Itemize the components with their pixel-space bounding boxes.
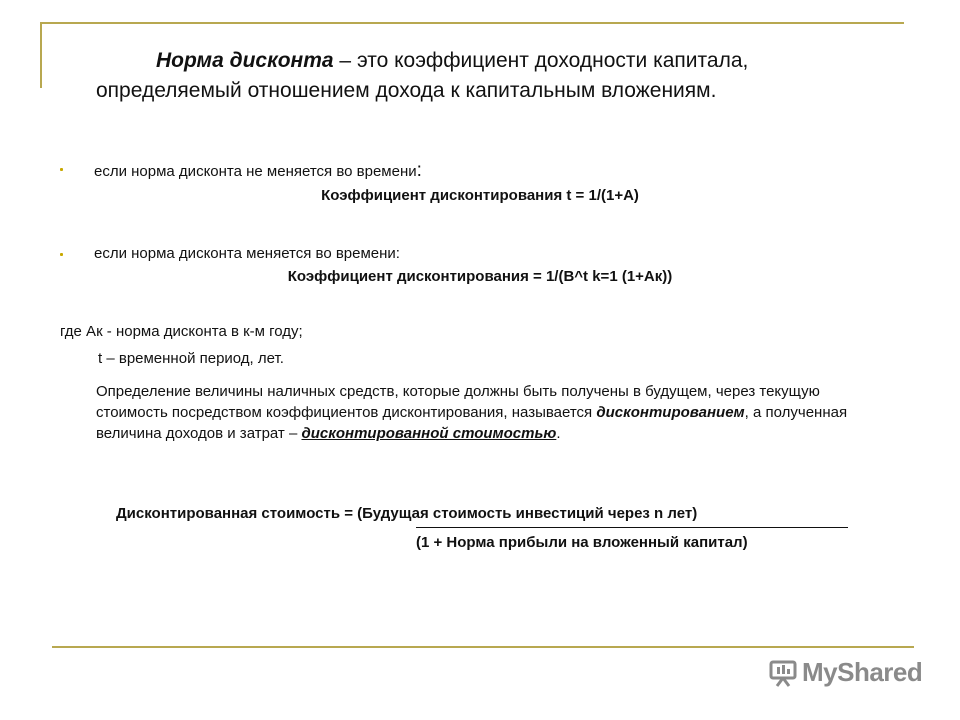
myshared-logo: [768, 656, 928, 692]
where-line-ak: где Ак - норма дисконта в к-м году;: [60, 323, 303, 340]
left-border-rule: [40, 22, 42, 88]
title-term: Норма дисконта: [156, 49, 334, 72]
fraction-numerator: Дисконтированная стоимость = (Будущая стоимость инвестиций через n лет): [116, 505, 698, 522]
fraction-denominator: (1 + Норма прибыли на вложенный капитал): [416, 534, 748, 551]
bullet-text: если норма дисконта меняется во времени:: [94, 245, 400, 262]
para-part2: , а полученная величина доходов и затрат –: [96, 404, 848, 442]
term-discounted-value: дисконтированной стоимостью: [301, 425, 557, 442]
formula-constant-rate: Коэффициент дисконтирования t = 1/(1+А): [321, 187, 639, 204]
para-part1: Определение величины наличных средств, которые должны быть получены в будущем, через текущую стоимость посредством коэффициентов дисконтирования, называется: [96, 383, 820, 421]
para-part3: .: [556, 425, 561, 442]
bullet-icon: [60, 253, 63, 256]
bullet-text: если норма дисконта не меняется во времени: [94, 163, 417, 180]
title-rest: – это коэффициент доходности капитала,: [333, 49, 749, 72]
definition-paragraph: [96, 381, 856, 444]
title-line2: определяемый отношением дохода к капитальным вложениям.: [96, 79, 717, 102]
fraction-bar: [416, 527, 848, 528]
presentation-board-icon: [768, 658, 798, 688]
slide-title: [96, 46, 916, 106]
where-line-t: t – временной период, лет.: [98, 350, 284, 367]
bullet-icon: [60, 168, 63, 171]
bullet-colon: :: [416, 160, 422, 181]
bottom-border-rule: [52, 646, 914, 648]
top-border-rule: [40, 22, 904, 24]
logo-text: MyShared: [802, 657, 923, 687]
term-discounting: дисконтированием: [596, 404, 745, 421]
formula-variable-rate: Коэффициент дисконтирования = 1/(В^t k=1 (1+Ак)): [287, 268, 673, 285]
